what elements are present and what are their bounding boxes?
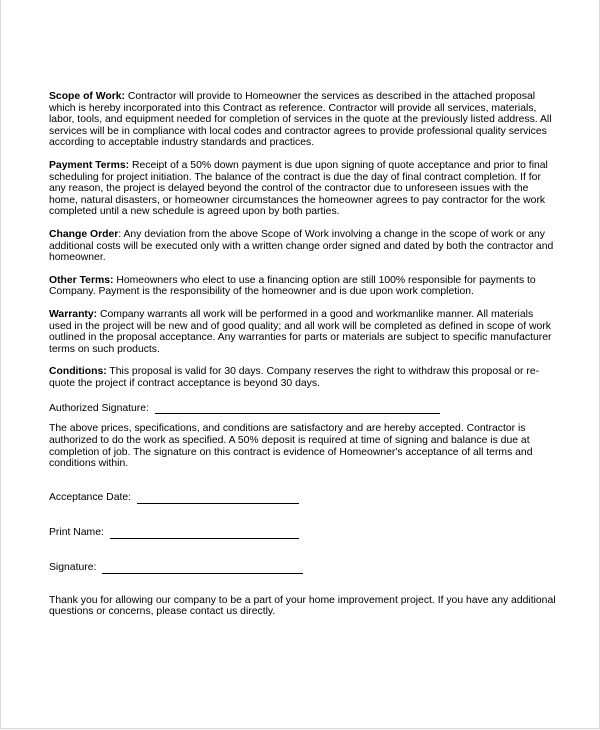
conditions-section [49, 366, 557, 389]
change-order-section [49, 229, 557, 264]
section-label: Other Terms: [49, 274, 114, 286]
signature-line[interactable] [102, 564, 303, 574]
section-label: Payment Terms: [49, 159, 130, 171]
section-label: Conditions: [49, 366, 107, 378]
section-text: Homeowners who elect to use a financing option are still 100% responsible for payments to Company. Payment is the responsibility of the homeowner and is due upon work completion. [49, 274, 536, 298]
acceptance-date-line[interactable] [137, 494, 299, 504]
print-name-label: Print Name: [49, 527, 104, 539]
closing-text: Thank you for allowing our company to be a part of your home improvement project. If you have any additional questions or concerns, please contact us directly. [49, 594, 556, 618]
authorized-signature-label: Authorized Signature: [49, 402, 149, 414]
section-text: Contractor will provide to Homeowner the services as described in the attached proposal which is hereby incorporated into this Contract as reference. Contractor will provide all services, materials, labor, tools, and equipment needed for completion of services in the quote at the previously listed address. All services will be in compliance with local codes and contractor agrees to provide professional quality services according to acceptable industry standards and practices. [49, 91, 552, 149]
acceptance-text: The above prices, specifications, and conditions are satisfactory and are hereby accepted. Contractor is authorized to do the work as specified. A 50% deposit is required at time of signing and balance is due at completion of job. The signature on this contract is evidence of Homeowner's acceptance of all terms and conditions within. [49, 423, 533, 470]
print-name-row [49, 525, 557, 539]
signature-label: Signature: [49, 562, 97, 574]
scope-of-work-section [49, 91, 557, 149]
section-text: Receipt of a 50% down payment is due upon signing of quote acceptance and prior to final scheduling for project initiation. The balance of the contract is due the day of final contract completion. If for any reason, the project is delayed beyond the control of the contractor due to unforeseen issues with the home, natural disasters, or homeowner circumstances the homeowner agrees to pay contractor for the work completed until a new schedule is agreed upon by both parties. [49, 159, 548, 218]
section-label: Warranty: [49, 308, 98, 320]
acceptance-date-label: Acceptance Date: [49, 492, 132, 504]
section-text: Company warrants all work will be performed in a good and workmanlike manner. All materials used in the project will be new and of good quality; and all work will be completed as defined in scope of work outlined in the proposal acceptance. Any warranties for parts or materials are subject to specific manufacturer terms on such products. [49, 308, 552, 355]
acceptance-date-row [49, 490, 557, 504]
warranty-section [49, 309, 557, 355]
print-name-line[interactable] [110, 529, 299, 539]
signature-row [49, 560, 557, 574]
section-label: Scope of Work: [49, 91, 126, 102]
authorized-signature-line[interactable] [155, 404, 440, 414]
section-text: : Any deviation from the above Scope of Work involving a change in the scope of work or any additional costs will be executed only with a written change order signed and dated by both the contractor and homeowner. [49, 228, 554, 264]
authorized-signature-row [49, 400, 557, 414]
contract-body [49, 91, 557, 629]
other-terms-section [49, 275, 557, 298]
section-label: Change Order [49, 228, 119, 240]
payment-terms-section [49, 160, 557, 218]
section-text: This proposal is valid for 30 days. Company reserves the right to withdraw this proposal or re-quote the project if contract acceptance is beyond 30 days. [49, 366, 540, 389]
